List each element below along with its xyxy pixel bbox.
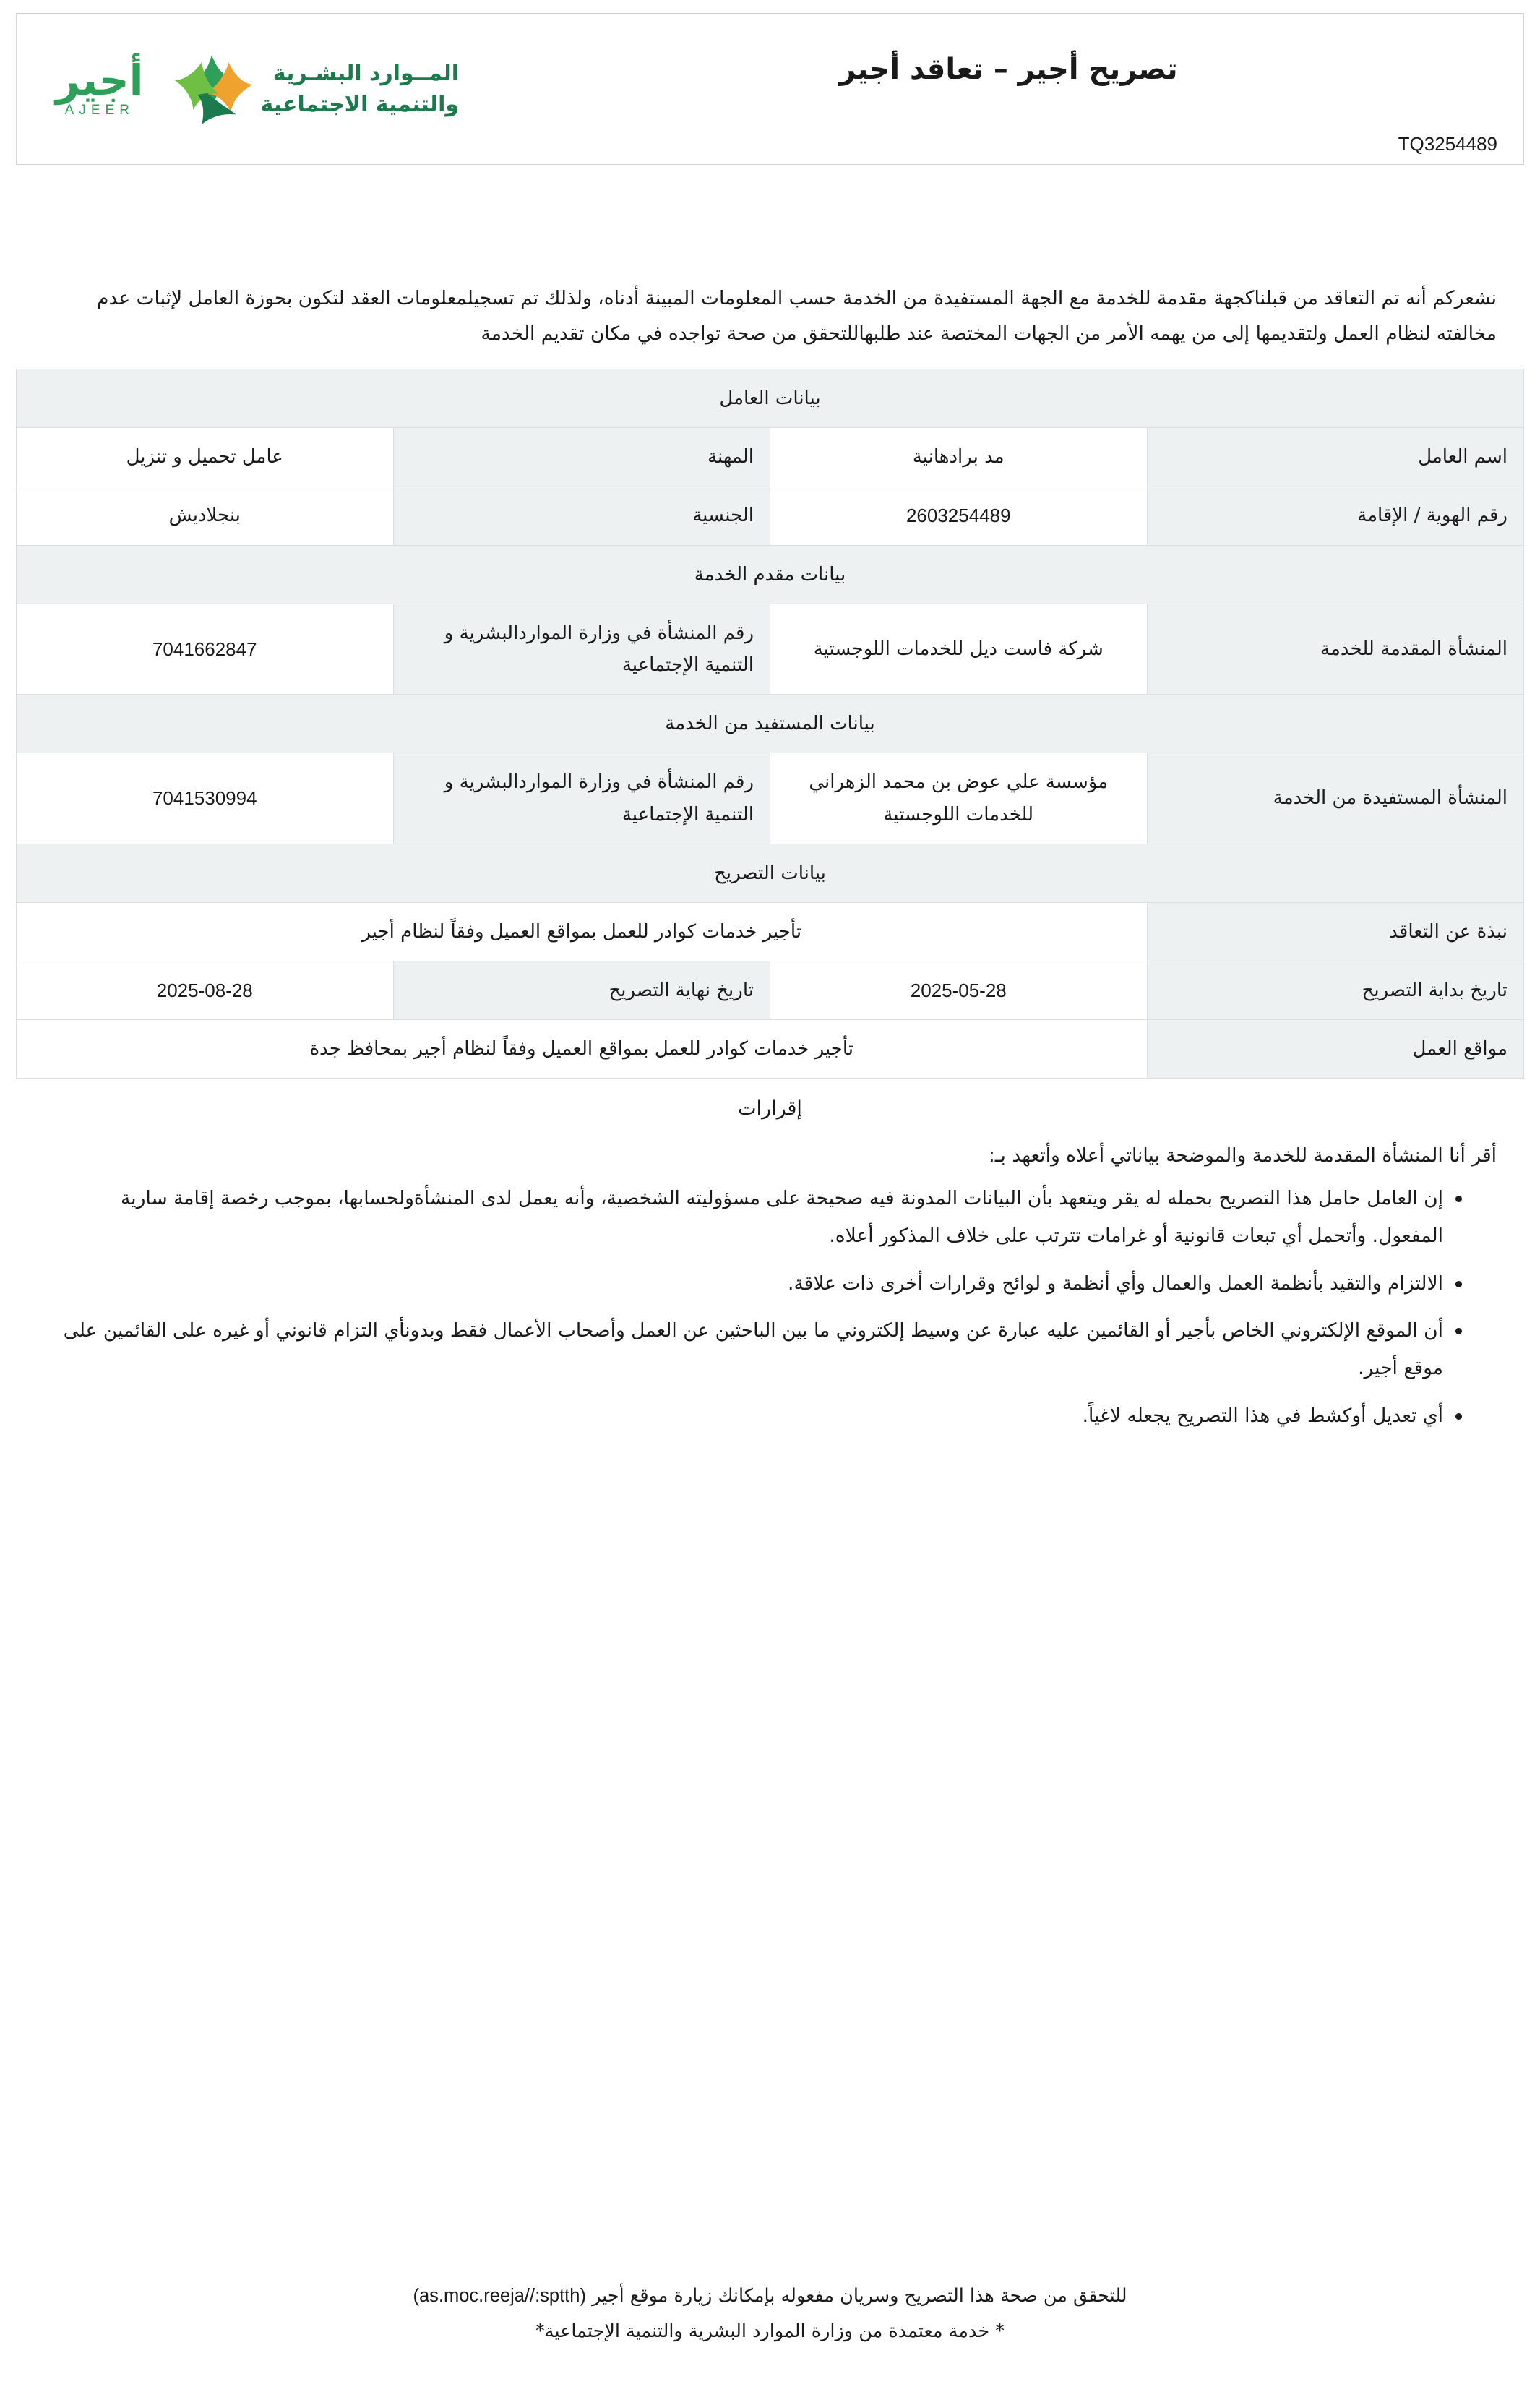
footer-verification-line bbox=[0, 2278, 1540, 2313]
worker-id-label: رقم الهوية / الإقامة bbox=[1147, 486, 1524, 545]
document-footer bbox=[0, 2278, 1540, 2349]
page-title: تصريح أجير – تعاقد أجير bbox=[839, 53, 1178, 86]
worker-nationality-label: الجنسية bbox=[393, 486, 770, 545]
declarations-title: إقرارات bbox=[738, 1097, 802, 1120]
beneficiary-establishment-value: مؤسسة علي عوض بن محمد الزهراني للخدمات اللوجستية bbox=[770, 753, 1148, 844]
intro-paragraph: نشعركم أنه تم التعاقد من قبلناكجهة مقدمة للخدمة مع الجهة المستفيدة من الخدمة حسب المعلومات المبينة أدناه، ولذلك تم تسجيلمعلومات العقد لتكون بحوزة العامل لإثبات عدم مخالفته لنظام العمل ولتقديمها إلى من يهمه الأمر من الجهات المختصة عند طلبهاللتحقق من صحة تواجده في مكان تقديم الخدمة bbox=[97, 287, 1497, 346]
section-header-provider: بيانات مقدم الخدمة bbox=[17, 545, 1524, 604]
list-item: أن الموقع الإلكتروني الخاص بأجير أو القائمين عليه عبارة عن وسيط إلكتروني ما بين الباحثين عن العمل وأصحاب الأعمال فقط وبدونأي التزام قانوني أو غيره على القائمين على موقع أجير. bbox=[58, 1312, 1443, 1386]
footer-verification-text: للتحقق من صحة هذا التصريح وسريان مفعوله بإمكانك زيارة موقع أجير bbox=[592, 2285, 1127, 2307]
ajeer-logo-word: أجير bbox=[56, 56, 144, 105]
table-row bbox=[17, 604, 1524, 694]
declarations-list bbox=[58, 1180, 1468, 1434]
table-section-row bbox=[17, 695, 1524, 753]
worker-nationality-value: بنجلاديش bbox=[17, 486, 394, 545]
worker-profession-label: المهنة bbox=[393, 428, 770, 486]
footer-service-note: * خدمة معتمدة من وزارة الموارد البشرية والتنمية الإجتماعية* bbox=[535, 2320, 1005, 2342]
hrsd-star-icon bbox=[173, 50, 251, 128]
beneficiary-number-label: رقم المنشأة في وزارة المواردالبشرية و التنمية الإجتماعية bbox=[393, 753, 770, 844]
table-row bbox=[17, 486, 1524, 545]
provider-number-label: رقم المنشأة في وزارة المواردالبشرية و التنمية الإجتماعية bbox=[393, 604, 770, 694]
table-row bbox=[17, 1020, 1524, 1079]
permit-locations-label: مواقع العمل bbox=[1147, 1020, 1524, 1079]
footer-verification-url: (as.moc.reeja//:sptth) bbox=[413, 2286, 586, 2307]
section-header-worker: بيانات العامل bbox=[17, 369, 1524, 428]
information-table bbox=[16, 369, 1524, 1079]
table-section-row bbox=[17, 844, 1524, 902]
hrsd-brand-line2: والتنمية الاجتماعية bbox=[260, 92, 459, 117]
hrsd-logo-text bbox=[261, 58, 459, 121]
beneficiary-number-value: 7041530994 bbox=[17, 753, 394, 844]
list-item: أي تعديل أوكشط في هذا التصريح يجعله لاغياً. bbox=[58, 1397, 1443, 1435]
hrsd-logo bbox=[173, 50, 459, 128]
document-header bbox=[16, 13, 1524, 165]
worker-name-label: اسم العامل bbox=[1147, 428, 1524, 486]
permit-end-value: 2025-08-28 bbox=[17, 961, 394, 1020]
permit-locations-value: تأجير خدمات كوادر للعمل بمواقع العميل وفقاً لنظام أجير بمحافظ جدة bbox=[17, 1020, 1148, 1079]
logo-area bbox=[17, 14, 472, 164]
table-row bbox=[17, 753, 1524, 844]
permit-summary-value: تأجير خدمات كوادر للعمل بمواقع العميل وفقاً لنظام أجير bbox=[17, 902, 1148, 961]
provider-number-value: 7041662847 bbox=[17, 604, 394, 694]
section-header-permit: بيانات التصريح bbox=[17, 844, 1524, 902]
permit-start-value: 2025-05-28 bbox=[770, 961, 1148, 1020]
ajeer-logo bbox=[56, 56, 144, 119]
reference-number: TQ3254489 bbox=[1398, 133, 1497, 155]
declarations-lead: أقر أنا المنشأة المقدمة للخدمة والموضحة بياناتي أعلاه وأتعهد بـ: bbox=[988, 1144, 1497, 1167]
table-row bbox=[17, 961, 1524, 1020]
list-item: إن العامل حامل هذا التصريح بحمله له يقر ويتعهد بأن البيانات المدونة فيه صحيحة على مسؤوليته الشخصية، وأنه يعمل لدى المنشأةولحسابها، بموجب رخصة إقامة سارية المفعول. وأتحمل أي تبعات قانونية أو غرامات تترتب على خلاف المذكور أعلاه. bbox=[58, 1180, 1443, 1254]
provider-establishment-value: شركة فاست ديل للخدمات اللوجستية bbox=[770, 604, 1148, 694]
permit-end-label: تاريخ نهاية التصريح bbox=[393, 961, 770, 1020]
section-header-beneficiary: بيانات المستفيد من الخدمة bbox=[17, 695, 1524, 753]
table-row bbox=[17, 902, 1524, 961]
worker-profession-value: عامل تحميل و تنزيل bbox=[17, 428, 394, 486]
worker-id-value: 2603254489 bbox=[770, 486, 1148, 545]
beneficiary-establishment-label: المنشأة المستفيدة من الخدمة bbox=[1147, 753, 1524, 844]
table-section-row bbox=[17, 369, 1524, 428]
worker-name-value: مد برادهانية bbox=[770, 428, 1148, 486]
document-page bbox=[0, 13, 1540, 2405]
list-item: الالتزام والتقيد بأنظمة العمل والعمال وأي أنظمة و لوائح وقرارات أخرى ذات علاقة. bbox=[58, 1265, 1443, 1303]
permit-summary-label: نبذة عن التعاقد bbox=[1147, 902, 1524, 961]
table-section-row bbox=[17, 545, 1524, 604]
permit-start-label: تاريخ بداية التصريح bbox=[1147, 961, 1524, 1020]
table-row bbox=[17, 428, 1524, 486]
ajeer-logo-subtitle: AJEER bbox=[64, 103, 134, 118]
provider-establishment-label: المنشأة المقدمة للخدمة bbox=[1147, 604, 1524, 694]
hrsd-brand-line1: المــوارد البشـرية bbox=[272, 60, 459, 86]
